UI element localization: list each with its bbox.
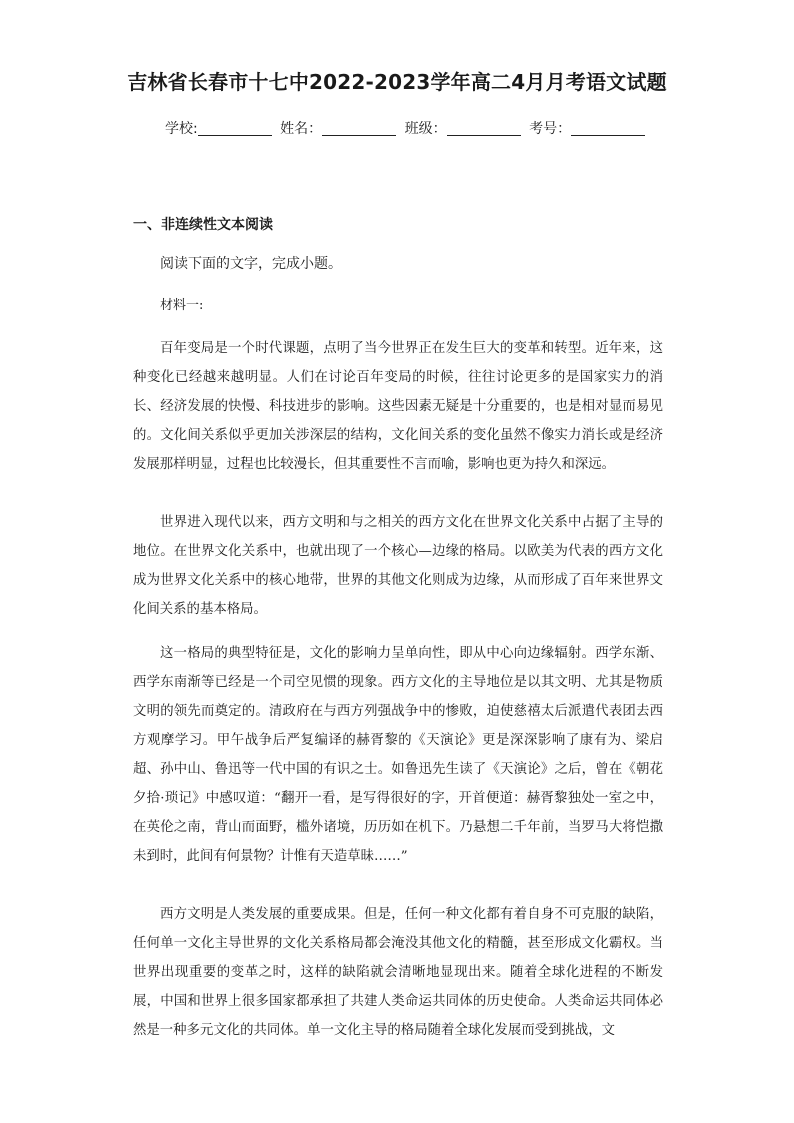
school-label: 学校: [165, 121, 198, 137]
exam-number-blank [571, 121, 645, 136]
exam-number-label: 考号： [529, 121, 572, 137]
class-label: 班级： [404, 121, 447, 137]
name-blank [322, 121, 396, 136]
document-title: 吉林省长春市十七中2022-2023学年高二4月月考语文试题 [127, 70, 667, 94]
paragraph-4: 西方文明是人类发展的重要成果。但是，任何一种文化都有着自身不可克服的缺陷，任何单一文化主导世界的文化关系格局都会淹没其他文化的精髓，甚至形成文化霸权。当世界出现重要的变革之时，这样的缺陷就会清晰地显现出来。随着全球化进程的不断发展，中国和世界上很多国家都承担了共建人类命运共同体的历史使命。人类命运共同体必然是一种多元文化的共同体。单一文化主导的格局随着全球化发展而受到挑战，文 [133, 907, 663, 1038]
paragraph-3: 这一格局的典型特征是，文化的影响力呈单向性，即从中心向边缘辐射。西学东渐、西学东南渐等已经是一个司空见惯的现象。西方文化的主导地位是以其文明、尤其是物质文明的领先而奠定的。清政府在与西方列强战争中的惨败，迫使慈禧太后派遣代表团去西方观摩学习。甲午战争后严复编译的赫胥黎的《天演论》更是深深影响了康有为、梁启超、孙中山、鲁迅等一代中国的有识之士。如鲁迅先生读了《天演论》之后，曾在《朝花夕拾·琐记》中感叹道：“翻开一看，是写得很好的字，开首便道：赫胥黎独处一室之中，在英伦之南，背山而面野，槛外诸境，历历如在机下。乃悬想二千年前，当罗马大将恺撒未到时，此间有何景物？计惟有天造草昧……” [133, 646, 663, 864]
name-label: 姓名： [280, 121, 323, 137]
student-info-line [165, 118, 649, 138]
school-blank [198, 121, 272, 136]
class-blank [447, 121, 521, 136]
section-heading: 一、非连续性文本阅读 [133, 217, 273, 233]
reading-instruction: 阅读下面的文字，完成小题。 [160, 256, 342, 272]
paragraph-2: 世界进入现代以来，西方文明和与之相关的西方文化在世界文化关系中占据了主导的地位。在世界文化关系中，也就出现了一个核心—边缘的格局。以欧美为代表的西方文化成为世界文化关系中的核心地带，世界的其他文化则成为边缘，从而形成了百年来世界文化间关系的基本格局。 [133, 515, 663, 617]
material-label: 材料一: [160, 298, 204, 313]
paragraph-1: 百年变局是一个时代课题，点明了当今世界正在发生巨大的变革和转型。近年来，这种变化已经越来越明显。人们在讨论百年变局的时候，往往讨论更多的是国家实力的消长、经济发展的快慢、科技进步的影响。这些因素无疑是十分重要的，也是相对显而易见的。文化间关系似乎更加关涉深层的结构，文化间关系的变化虽然不像实力消长或是经济发展那样明显，过程也比较漫长，但其重要性不言而喻，影响也更为持久和深远。 [133, 341, 663, 472]
